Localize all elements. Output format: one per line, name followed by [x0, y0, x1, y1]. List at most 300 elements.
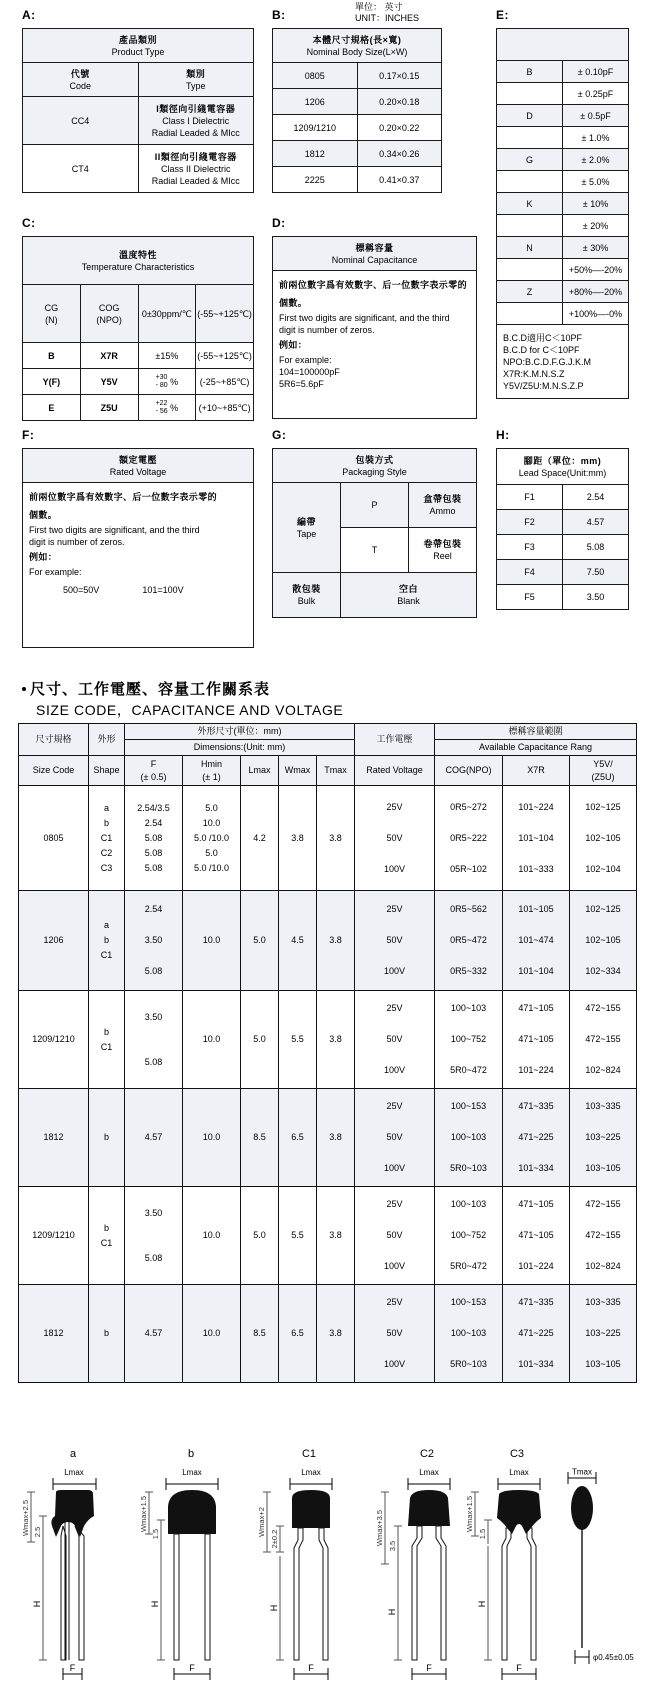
section-g-bulk-en: Bulk: [297, 596, 316, 606]
section-e-code-3: [497, 127, 563, 149]
section-f-title-en: Rated Voltage: [109, 466, 167, 477]
row0-y5v: [570, 786, 637, 891]
table-row: [497, 149, 629, 171]
section-g-p-code: P: [341, 483, 409, 528]
row5-hmin: 10.0: [183, 1285, 241, 1383]
row0-shape-2: C1: [100, 832, 113, 843]
section-b-label: B:: [272, 8, 286, 22]
row2-shape-0: b: [103, 1026, 109, 1037]
section-c-table: [22, 236, 254, 421]
row2-tmax: 3.8: [317, 991, 355, 1089]
section-c-range-0: (-55~+125℃): [196, 285, 254, 343]
section-h-table: [496, 448, 629, 610]
section-f-en3: For example:: [29, 567, 82, 577]
section-h-value-1: 4.57: [563, 510, 629, 535]
section-c-tc-top-2: +30: [155, 373, 168, 381]
row0-hmin-4: 5.0 /10.0: [193, 862, 230, 873]
row0-x7r-0: 101~224: [518, 801, 554, 812]
section-c-tc-0: 0±30ppm/℃: [138, 285, 196, 343]
row0-shape-4: C3: [100, 862, 113, 873]
table-row: [497, 215, 629, 237]
row5-x7r: [503, 1285, 570, 1383]
main-hdr-hmin: [183, 756, 241, 786]
shape-drawing-c3: [462, 1448, 572, 1691]
row0-f: [125, 786, 183, 891]
row5-voltages: [355, 1285, 435, 1383]
section-d-en1: First two digits are significant, and the third: [279, 313, 450, 323]
row2-lmax: 5.0: [241, 991, 279, 1089]
section-c-code1b-0: (N): [45, 314, 58, 325]
section-b-dim-3: 0.34×0.26: [357, 141, 442, 167]
row3-hmin: 10.0: [183, 1089, 241, 1187]
row0-lmax: 4.2: [241, 786, 279, 891]
row2-y5v: [570, 991, 637, 1089]
row5-volt-0: 25V: [386, 1297, 403, 1307]
section-c-tc-unit-2: %: [170, 376, 179, 387]
shape-c3-f: F: [516, 1663, 522, 1673]
section-f-en2: digit is number of zeros.: [29, 537, 125, 547]
row1-volt-2: 100V: [383, 966, 406, 976]
section-e-notes: [497, 325, 629, 399]
row0-shape-3: C2: [100, 847, 113, 858]
bullet-dot-icon: [22, 687, 26, 691]
section-g-t-en: Reel: [433, 551, 452, 561]
row0-cog: [435, 786, 503, 891]
row3-volt-0: 25V: [386, 1101, 403, 1111]
main-hdr-volt-cn: 工作電壓: [355, 724, 435, 756]
row4-x7r-2: 101~224: [518, 1261, 554, 1271]
section-e-tol-10: +80%—-20%: [563, 281, 629, 303]
section-c-tc-3: [138, 395, 196, 421]
section-g-p-en: Ammo: [429, 506, 456, 516]
section-c-tc-top-3: +22: [155, 399, 168, 407]
table-row: [273, 141, 442, 167]
section-a-type-en1-1: Class II Dielectric: [160, 163, 231, 174]
row5-volt-2: 100V: [383, 1359, 406, 1369]
row0-f-2: 5.08: [144, 832, 163, 843]
row3-tmax: 3.8: [317, 1089, 355, 1187]
row3-y5v: [570, 1089, 637, 1187]
row0-f-0: 2.54/3.5: [137, 802, 170, 813]
main-hdr-y5v: [570, 756, 637, 786]
main-hdr-f: [125, 756, 183, 786]
row3-wmax: 6.5: [279, 1089, 317, 1187]
section-b-title-cn: 本體尺寸規格(長×寬): [312, 34, 402, 45]
table-row: [23, 369, 254, 395]
section-c-code1-0: CG: [44, 302, 59, 313]
table-row: [273, 483, 477, 528]
section-d-ex2: 5R6=5.6pF: [279, 379, 324, 389]
row3-x7r-2: 101~334: [518, 1163, 554, 1173]
row0-shapes: [89, 786, 125, 891]
row0-volt-2: 100V: [383, 863, 406, 874]
shape-c1-h: H: [269, 1604, 279, 1612]
section-e-label: E:: [496, 8, 509, 22]
row0-f-1: 2.54: [144, 817, 163, 828]
side-tmax: Tmax: [572, 1468, 592, 1477]
row3-x7r-0: 471~335: [518, 1101, 554, 1111]
main-hdr-dims-en: Dimensions:(Unit: mm): [125, 740, 355, 756]
section-e-tol-0: ± 0.10pF: [563, 61, 629, 83]
row1-cog-0: 0R5~562: [450, 904, 487, 914]
section-b-size-3: 1812: [273, 141, 358, 167]
section-f-table: [22, 448, 254, 648]
section-c-label: C:: [22, 216, 36, 230]
row1-shapes: [89, 891, 125, 991]
section-b-table: [272, 28, 442, 193]
section-f-cn2: 個數。: [29, 510, 58, 520]
row5-volt-1: 50V: [386, 1328, 403, 1338]
section-f-example-left: 500=50V: [63, 585, 100, 595]
row4-y5v: [570, 1187, 637, 1285]
section-d-body: [273, 271, 477, 419]
section-a-type-cn-1: II類徑向引綫電容器: [154, 151, 237, 162]
section-g-bulk-cn: 散包裝: [292, 584, 321, 594]
table-row: [497, 105, 629, 127]
section-c-range-1: (-55~+125℃): [196, 343, 254, 369]
row2-f-0: 3.50: [144, 1011, 163, 1022]
shape-c2-h: H: [387, 1608, 397, 1616]
row4-f: [125, 1187, 183, 1285]
main-hdr-x7r: X7R: [503, 756, 570, 786]
row1-shape-2: C1: [100, 950, 113, 960]
shape-c1-lmax: Lmax: [301, 1468, 321, 1477]
section-f-cn1: 前兩位數字爲有效數字、后一位數字表示零的: [29, 492, 218, 502]
row4-f-1: 5.08: [144, 1252, 163, 1263]
main-hdr-cap-cn: 標稱容量範圍: [435, 724, 637, 740]
row4-tmax: 3.8: [317, 1187, 355, 1285]
row3-voltages: [355, 1089, 435, 1187]
section-h-code-1: F2: [497, 510, 563, 535]
row1-volt-0: 25V: [386, 904, 403, 914]
row4-wmax: 5.5: [279, 1187, 317, 1285]
row5-cog-2: 5R0~103: [450, 1359, 487, 1369]
row0-x7r-2: 101~333: [518, 863, 554, 874]
row4-x7r: [503, 1187, 570, 1285]
row1-f-2: 5.08: [144, 966, 163, 976]
main-hdr-cap-en: Available Capacitance Rang: [435, 740, 637, 756]
table-row: [273, 167, 442, 193]
section-e-code-9: [497, 259, 563, 281]
row5-cog: [435, 1285, 503, 1383]
section-h-value-0: 2.54: [563, 485, 629, 510]
section-f-en1: First two digits are significant, and the third: [29, 525, 200, 535]
row4-volt-2: 100V: [383, 1261, 406, 1271]
row2-x7r-2: 101~224: [518, 1065, 554, 1075]
row0-hmin-0: 5.0: [205, 802, 218, 813]
row1-cog: [435, 891, 503, 991]
row0-f-4: 5.08: [144, 862, 163, 873]
shape-b-name: b: [187, 1448, 195, 1460]
row1-wmax: 4.5: [279, 891, 317, 991]
section-g-label: G:: [272, 428, 287, 442]
table-row: [23, 97, 254, 145]
section-h-label: H:: [496, 428, 510, 442]
section-a-title-en: Product Type: [111, 46, 165, 57]
main-hdr-cog: COG(NPO): [435, 756, 503, 786]
section-e-tol-6: ± 10%: [563, 193, 629, 215]
section-a-type-en2-1: Radial Leaded & MIcc: [151, 175, 240, 186]
row0-cog-2: 05R~102: [450, 863, 487, 874]
row2-wmax: 5.5: [279, 991, 317, 1089]
shape-drawings: [18, 1448, 638, 1693]
row2-cog-2: 5R0~472: [450, 1065, 487, 1075]
row0-shape-1: b: [103, 817, 109, 828]
shape-c1-name: C1: [301, 1448, 317, 1460]
main-hdr-y5v-1: Y5V/: [593, 758, 613, 769]
row3-y5v-1: 103~225: [585, 1132, 621, 1142]
main-header-row-1: [19, 724, 637, 740]
unit-note-cn: 單位： 英寸: [355, 2, 403, 12]
row5-lmax: 8.5: [241, 1285, 279, 1383]
section-g-t-cn: 卷帶包裝: [423, 539, 462, 549]
section-e-code-10: Z: [497, 281, 563, 303]
row0-y5v-1: 102~105: [585, 832, 621, 843]
section-e-code-1: [497, 83, 563, 105]
shape-a-h: H: [32, 1600, 42, 1608]
section-a-code-cc4: CC4: [23, 97, 139, 145]
row2-hmin: 10.0: [183, 991, 241, 1089]
main-hdr-shape-cn: 外形: [89, 724, 125, 756]
section-c-tc-2: [138, 369, 196, 395]
section-a-type-en1-0: Class I Dielectric: [162, 115, 230, 126]
row1-shape-1: b: [103, 935, 109, 945]
section-a-col2-en: Type: [185, 80, 206, 91]
shape-a-h2: 2.5: [33, 1526, 42, 1538]
main-table-title-en: SIZE CODE，CAPACITANCE AND VOLTAGE: [36, 702, 344, 718]
shape-c1-wmax: Wmax+2: [257, 1507, 266, 1537]
section-e-note-4: Y5V/Z5U:M.N.S.Z.P: [503, 380, 584, 391]
section-d-en3: For example:: [279, 355, 332, 365]
table-row: [273, 115, 442, 141]
shape-c2-name: C2: [419, 1448, 435, 1460]
section-d-en2: digit is number of zeros.: [279, 325, 375, 335]
section-d-title-cn: 標稱容量: [355, 242, 394, 253]
shape-drawing-c1: [254, 1448, 364, 1691]
row4-cog-1: 100~752: [450, 1230, 487, 1240]
section-e-tol-5: ± 5.0%: [563, 171, 629, 193]
row2-y5v-1: 472~155: [585, 1034, 621, 1044]
table-row: [497, 127, 629, 149]
section-e-note-0: B.C.D適用C＜10PF: [503, 332, 583, 343]
section-c-range-2: (-25~+85℃): [196, 369, 254, 395]
table-row: [497, 193, 629, 215]
section-e-code-6: K: [497, 193, 563, 215]
main-hdr-lmax: Lmax: [241, 756, 279, 786]
main-hdr-hmin-label: Hmin: [200, 758, 222, 769]
shape-c1-h2: 2±0.2: [270, 1529, 279, 1549]
section-b-dim-1: 0.20×0.18: [357, 89, 442, 115]
row2-f: [125, 991, 183, 1089]
section-c-tc-unit-3: %: [170, 402, 179, 413]
section-f-example-right: 101=100V: [142, 585, 184, 595]
row4-lmax: 5.0: [241, 1187, 279, 1285]
section-e-title: [497, 29, 629, 61]
row1-y5v: [570, 891, 637, 991]
table-row: [497, 281, 629, 303]
row0-x7r-1: 101~104: [518, 832, 554, 843]
row4-cog: [435, 1187, 503, 1285]
section-e-tol-9: +50%—-20%: [563, 259, 629, 281]
section-e-tol-2: ± 0.5pF: [563, 105, 629, 127]
table-row: [19, 1187, 637, 1285]
section-c-title-en: Temperature Characteristics: [81, 261, 195, 272]
section-d-title-en: Nominal Capacitance: [331, 254, 418, 265]
row5-x7r-1: 471~225: [518, 1328, 554, 1338]
section-a-code-ct4: CT4: [23, 145, 139, 193]
table-row: [497, 585, 629, 610]
section-a-col1-en: Code: [69, 80, 91, 91]
row0-f-3: 5.08: [144, 847, 163, 858]
section-b-dim-0: 0.17×0.15: [357, 63, 442, 89]
row1-y5v-1: 102~105: [585, 935, 621, 945]
table-row: [497, 259, 629, 281]
table-row: [497, 237, 629, 259]
row3-y5v-0: 103~335: [585, 1101, 621, 1111]
row0-volt-1: 50V: [386, 832, 403, 843]
shape-b-wmax: Wmax+1.5: [139, 1495, 148, 1533]
row5-y5v-2: 103~105: [585, 1359, 621, 1369]
section-e-code-5: [497, 171, 563, 193]
size-capacitance-voltage-table: [18, 723, 637, 1383]
row4-size: 1209/1210: [19, 1187, 89, 1285]
section-h-title-en: Lead Space(Unit:mm): [518, 467, 607, 478]
row4-shapes: [89, 1187, 125, 1285]
row3-cog-0: 100~153: [450, 1101, 487, 1111]
section-d-cn1: 前兩位數字爲有效數字、后一位數字表示零的: [279, 280, 468, 290]
shape-c3-lmax: Lmax: [509, 1468, 529, 1477]
shape-b-lmax: Lmax: [182, 1468, 202, 1477]
shape-drawing-side: [563, 1468, 639, 1675]
row2-y5v-2: 102~824: [585, 1065, 621, 1075]
row1-f-1: 3.50: [144, 935, 163, 945]
section-b-size-2: 1209/1210: [273, 115, 358, 141]
row5-shapes: b: [89, 1285, 125, 1383]
main-hdr-size-cn: 尺寸規格: [19, 724, 89, 756]
main-hdr-tmax: Tmax: [317, 756, 355, 786]
row3-shapes: b: [89, 1089, 125, 1187]
row4-volt-1: 50V: [386, 1230, 403, 1240]
section-c-code1-1: B: [23, 343, 81, 369]
row4-y5v-2: 102~824: [585, 1261, 621, 1271]
row2-volt-2: 100V: [383, 1065, 406, 1075]
row1-hmin: 10.0: [183, 891, 241, 991]
row2-shape-1: C1: [100, 1041, 113, 1052]
section-c-tc-bot-3: - 56: [155, 407, 168, 415]
row3-volt-1: 50V: [386, 1132, 403, 1142]
row2-size: 1209/1210: [19, 991, 89, 1089]
unit-note: [355, 2, 419, 24]
row5-cog-1: 100~103: [450, 1328, 487, 1338]
table-row: [497, 171, 629, 193]
row4-cog-2: 5R0~472: [450, 1261, 487, 1271]
section-e-tol-7: ± 20%: [563, 215, 629, 237]
row1-voltages: [355, 891, 435, 991]
table-row: [23, 395, 254, 421]
table-row: [497, 485, 629, 510]
section-a-col2-cn: 類別: [186, 68, 206, 79]
section-c-code2-1: X7R: [80, 343, 138, 369]
row1-cog-2: 0R5~332: [450, 966, 487, 976]
shape-a-lmax: Lmax: [64, 1468, 84, 1477]
section-a-type-cn-0: I類徑向引綫電容器: [156, 103, 236, 114]
section-a-label: A:: [22, 8, 36, 22]
table-row: [19, 1285, 637, 1383]
row0-shape-0: a: [103, 802, 109, 813]
section-a-title-cn: 產品類別: [118, 34, 157, 45]
table-row: [19, 991, 637, 1089]
row5-x7r-0: 471~335: [518, 1297, 554, 1307]
section-g-title-cn: 包裝方式: [355, 454, 394, 465]
row3-size: 1812: [19, 1089, 89, 1187]
section-e-code-11: [497, 303, 563, 325]
shape-c2-f: F: [426, 1663, 432, 1673]
row0-hmin: [183, 786, 241, 891]
section-g-title-en: Packaging Style: [342, 466, 407, 477]
section-e-code-0: B: [497, 61, 563, 83]
section-b-title-en: Nominal Body Size(L×W): [306, 46, 408, 57]
section-d-label: D:: [272, 216, 286, 230]
row1-tmax: 3.8: [317, 891, 355, 991]
row5-f: 4.57: [125, 1285, 183, 1383]
row0-size: 0805: [19, 786, 89, 891]
row1-x7r: [503, 891, 570, 991]
main-hdr-size-en: Size Code: [19, 756, 89, 786]
row0-wmax: 3.8: [279, 786, 317, 891]
section-f-cn3: 例如：: [29, 552, 58, 562]
main-hdr-dims-cn: 外形尺寸(單位：mm): [125, 724, 355, 740]
row1-shape-0: a: [103, 920, 109, 930]
section-e-tol-1: ± 0.25pF: [563, 83, 629, 105]
row0-cog-1: 0R5~222: [450, 832, 487, 843]
row0-hmin-3: 5.0: [205, 847, 218, 858]
section-b-dim-2: 0.20×0.22: [357, 115, 442, 141]
row4-hmin: 10.0: [183, 1187, 241, 1285]
section-c-code2-3: Z5U: [80, 395, 138, 421]
row2-shapes: [89, 991, 125, 1089]
row3-f: 4.57: [125, 1089, 183, 1187]
shape-c3-name: C3: [509, 1448, 525, 1460]
table-row: [23, 343, 254, 369]
shape-c2-wmax: Wmax+3.5: [375, 1509, 384, 1547]
shape-a-name: a: [69, 1448, 77, 1460]
row2-x7r-0: 471~105: [518, 1003, 554, 1013]
section-e-note-3: X7R:K.M.N.S.Z: [503, 368, 565, 379]
row3-lmax: 8.5: [241, 1089, 279, 1187]
row3-y5v-2: 103~105: [585, 1163, 621, 1173]
row0-y5v-2: 102~104: [585, 863, 621, 874]
table-row: [273, 63, 442, 89]
section-c-code2b-0: (NPO): [96, 314, 122, 325]
section-h-code-0: F1: [497, 485, 563, 510]
main-hdr-f-tol: (± 0.5): [140, 771, 167, 782]
row4-y5v-0: 472~155: [585, 1199, 621, 1209]
row2-volt-0: 25V: [386, 1003, 403, 1013]
row2-cog-1: 100~752: [450, 1034, 487, 1044]
shape-b-f: F: [189, 1663, 195, 1673]
row4-cog-0: 100~103: [450, 1199, 487, 1209]
table-row: [273, 89, 442, 115]
section-b-size-4: 2225: [273, 167, 358, 193]
main-hdr-shape-en: Shape: [89, 756, 125, 786]
table-row: [19, 1089, 637, 1187]
row5-cog-0: 100~153: [450, 1297, 487, 1307]
row4-y5v-1: 472~155: [585, 1230, 621, 1240]
section-a-type-en2-0: Radial Leaded & MIcc: [151, 127, 240, 138]
row4-shape-0: b: [103, 1222, 109, 1233]
section-a-col1-cn: 代號: [70, 68, 90, 79]
main-hdr-f-label: F: [150, 758, 157, 769]
